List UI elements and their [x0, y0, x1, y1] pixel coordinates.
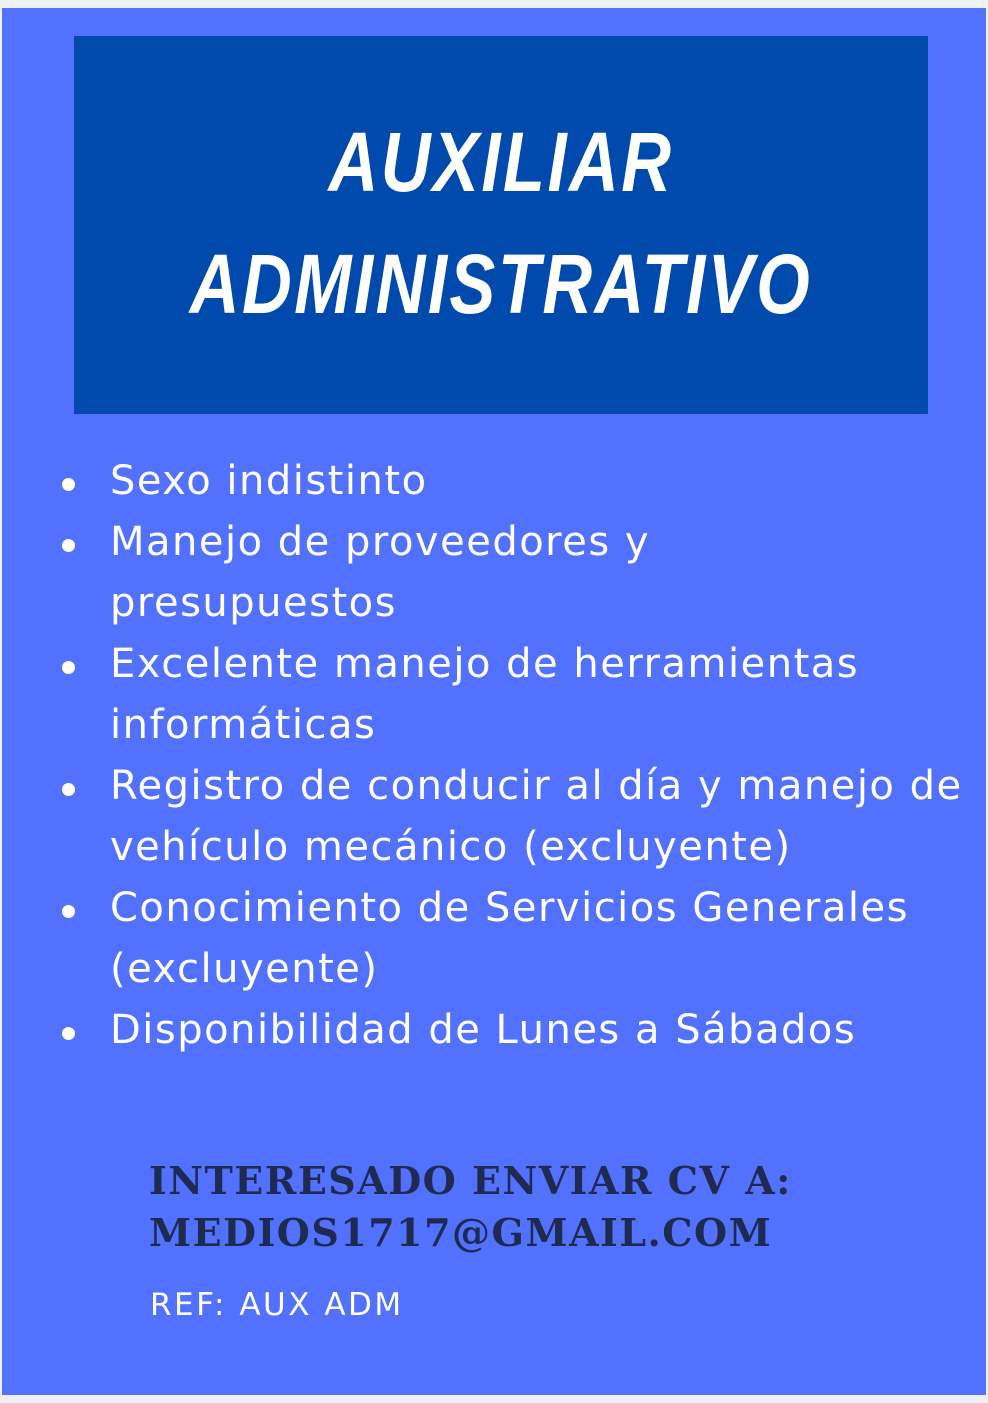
requirements-list — [60, 451, 963, 1061]
title-line-2: ADMINISTRATIVO — [189, 237, 813, 331]
bullet-icon — [62, 661, 75, 674]
bullet-icon — [62, 1027, 75, 1040]
requirement-item — [60, 878, 988, 1000]
requirement-text: Manejo de proveedores y presupuestos — [110, 519, 651, 626]
requirement-text: Excelente manejo de herramientas informáticas — [110, 641, 860, 748]
reference-code: REF: AUX ADM — [150, 1287, 404, 1323]
job-poster — [2, 8, 986, 1395]
requirement-item — [60, 451, 960, 512]
bullet-icon — [62, 783, 75, 796]
requirement-text: Disponibilidad de Lunes a Sábados — [110, 1007, 857, 1053]
requirement-item — [60, 756, 988, 878]
requirement-text: Registro de conducir al día y manejo de vehículo mecánico (excluyente) — [110, 763, 963, 870]
bullet-icon — [62, 478, 75, 491]
contact-email: MEDIOS1717@GMAIL.COM — [149, 1210, 773, 1255]
bullet-icon — [62, 905, 75, 918]
bullet-icon — [62, 539, 75, 552]
requirement-text: Sexo indistinto — [110, 458, 428, 504]
requirement-item — [60, 1000, 988, 1061]
requirement-item — [60, 512, 750, 634]
contact-block — [149, 1155, 792, 1259]
requirement-text: Conocimiento de Servicios Generales (excluyente) — [110, 885, 909, 992]
title-line-1: AUXILIAR — [328, 115, 674, 209]
requirement-item — [60, 634, 960, 756]
contact-instruction: INTERESADO ENVIAR CV A: — [149, 1158, 792, 1203]
title-banner — [74, 36, 928, 414]
